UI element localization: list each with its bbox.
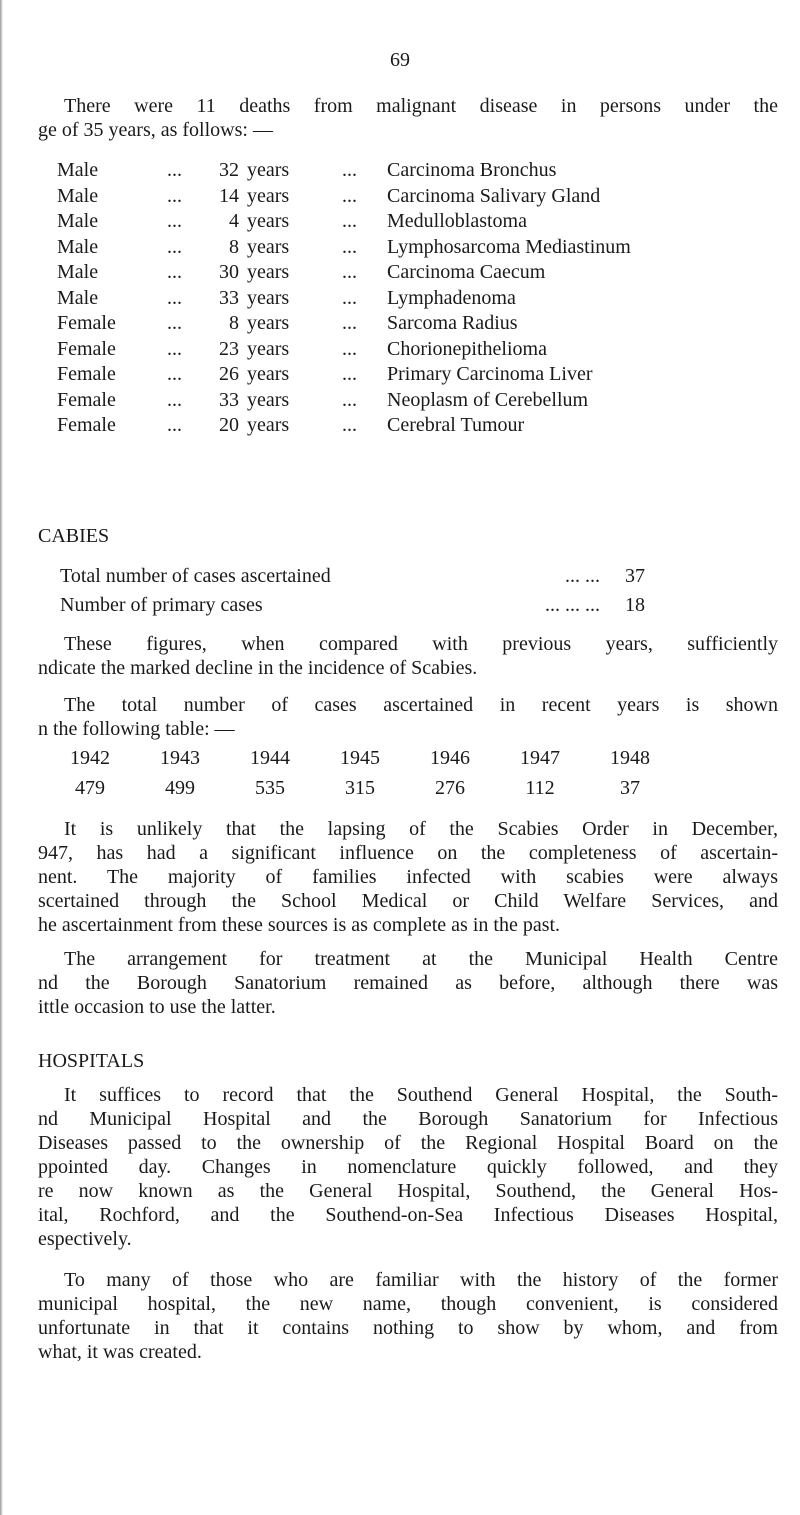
cases-cell: 479 xyxy=(75,777,105,799)
leader-dots: ... xyxy=(342,312,357,334)
leader-dots: ... xyxy=(167,414,182,436)
stat-value: 37 xyxy=(625,565,645,587)
death-age-unit: years xyxy=(247,159,290,181)
leader-dots: ... xyxy=(167,159,182,181)
text-line: It suffices to record that the Southend General Hospital, the South- xyxy=(64,1084,778,1106)
text-line: These figures, when compared with previous years, sufficiently xyxy=(64,633,778,655)
death-age-unit: years xyxy=(247,337,290,360)
leader-dots: ... xyxy=(342,337,357,360)
death-sex: Female xyxy=(57,363,116,385)
death-age-unit: years xyxy=(247,414,290,436)
text-line: ndicate the marked decline in the incidence of Scabies. xyxy=(38,657,478,679)
year-cell: 1948 xyxy=(610,747,650,769)
section-heading-scabies: CABIES xyxy=(38,525,110,547)
death-age-unit: years xyxy=(247,312,290,334)
text-line: re now known as the General Hospital, Southend, the General Hos- xyxy=(38,1180,778,1202)
year-cell: 1942 xyxy=(70,747,110,769)
death-age: 33 xyxy=(219,286,239,309)
death-sex: Male xyxy=(57,261,99,283)
leader-dots: ... xyxy=(167,261,182,283)
leader-dots: ... xyxy=(342,388,357,411)
text-line: ge of 35 years, as follows: — xyxy=(38,119,273,141)
scabies-paragraph-1 xyxy=(38,632,778,680)
leader-dots: ... xyxy=(342,363,357,385)
leader-dots: ... xyxy=(342,286,357,309)
leader-dots: ... xyxy=(167,235,182,258)
death-age-unit: years xyxy=(247,363,290,385)
death-row xyxy=(57,184,797,210)
death-cause: Lymphosarcoma Mediastinum xyxy=(387,235,631,258)
leader-dots: ... xyxy=(167,210,182,232)
text-line: ittle occasion to use the latter. xyxy=(38,996,276,1018)
death-age-unit: years xyxy=(247,261,290,283)
text-line: nd Municipal Hospital and the Borough Sanatorium for Infectious xyxy=(38,1108,778,1130)
intro-paragraph xyxy=(38,94,778,142)
text-line: unfortunate in that it contains nothing to show by whom, and from xyxy=(38,1317,778,1339)
leader-dots: ... xyxy=(342,414,357,436)
death-sex: Male xyxy=(57,210,99,232)
death-row xyxy=(57,209,797,235)
leader-dots: ... xyxy=(342,235,357,258)
text-line: n the following table: — xyxy=(38,718,235,740)
text-line: Diseases passed to the ownership of the Regional Hospital Board on the xyxy=(38,1132,778,1154)
death-cause: Chorionepithelioma xyxy=(387,337,547,360)
text-line: nent. The majority of families infected with scabies were always xyxy=(38,866,778,888)
death-age: 8 xyxy=(229,312,239,334)
death-age: 32 xyxy=(219,159,239,181)
death-sex: Female xyxy=(57,414,116,436)
text-line: To many of those who are familiar with the history of the former xyxy=(64,1269,778,1291)
leader-dots: ... xyxy=(167,363,182,385)
leader-dots: ... xyxy=(167,388,182,411)
leader-dots: ... xyxy=(342,210,357,232)
death-sex: Male xyxy=(57,286,99,309)
death-age: 20 xyxy=(219,414,239,436)
death-sex: Male xyxy=(57,159,99,181)
text-line: 947, has had a significant influence on the completeness of ascertain- xyxy=(38,842,778,864)
cases-cell: 535 xyxy=(255,777,285,799)
death-age: 8 xyxy=(229,235,239,258)
death-age-unit: years xyxy=(247,184,290,207)
cases-cell: 315 xyxy=(345,777,375,799)
death-sex: Male xyxy=(57,235,99,258)
deaths-table xyxy=(57,158,797,439)
text-line: espectively. xyxy=(38,1228,132,1250)
scabies-paragraph-2 xyxy=(38,693,778,741)
text-line: ppointed day. Changes in nomenclature quickly followed, and they xyxy=(38,1156,778,1178)
death-sex: Female xyxy=(57,337,116,360)
death-row xyxy=(57,413,797,439)
death-age: 14 xyxy=(219,184,239,207)
text-line: It is unlikely that the lapsing of the Scabies Order in December, xyxy=(64,818,778,840)
death-age-unit: years xyxy=(247,388,290,411)
leader-dots: ... xyxy=(342,159,357,181)
leader-dots: ... xyxy=(342,184,357,207)
death-age-unit: years xyxy=(247,286,290,309)
death-row xyxy=(57,388,797,414)
leader-dots: ... ... xyxy=(565,565,600,587)
leader-dots: ... ... ... xyxy=(545,594,600,616)
death-row xyxy=(57,286,797,312)
death-cause: Medulloblastoma xyxy=(387,210,527,232)
death-cause: Carcinoma Salivary Gland xyxy=(387,184,601,207)
stat-row-total-cases xyxy=(60,564,660,590)
stat-label: Total number of cases ascertained xyxy=(60,565,331,587)
section-heading-hospitals: HOSPITALS xyxy=(38,1050,145,1072)
year-cell: 1944 xyxy=(250,747,290,769)
cases-cell: 499 xyxy=(165,777,195,799)
death-age: 4 xyxy=(229,210,239,232)
text-line: municipal hospital, the new name, though convenient, is considered xyxy=(38,1293,778,1315)
text-line: he ascertainment from these sources is as complete as in the past. xyxy=(38,914,561,936)
death-row xyxy=(57,337,797,363)
text-line: what, it was created. xyxy=(38,1341,202,1363)
death-row xyxy=(57,311,797,337)
hospitals-paragraph-1 xyxy=(38,1083,778,1251)
cases-cell: 112 xyxy=(525,777,555,799)
leader-dots: ... xyxy=(167,337,182,360)
death-age-unit: years xyxy=(247,210,290,232)
cases-cell: 37 xyxy=(620,777,640,799)
text-line: scertained through the School Medical or Child Welfare Services, and xyxy=(38,890,778,912)
leader-dots: ... xyxy=(342,261,357,283)
text-line: The arrangement for treatment at the Municipal Health Centre xyxy=(64,948,778,970)
death-sex: Female xyxy=(57,312,116,334)
death-row xyxy=(57,235,797,261)
death-age: 33 xyxy=(219,388,239,411)
text-line: nd the Borough Sanatorium remained as before, although there was xyxy=(38,972,778,994)
death-cause: Cerebral Tumour xyxy=(387,414,525,436)
leader-dots: ... xyxy=(167,184,182,207)
death-age: 30 xyxy=(219,261,239,283)
stat-label: Number of primary cases xyxy=(60,594,263,616)
death-sex: Male xyxy=(57,184,99,207)
cases-cell: 276 xyxy=(435,777,465,799)
year-cell: 1943 xyxy=(160,747,200,769)
year-cell: 1946 xyxy=(430,747,470,769)
death-cause: Carcinoma Caecum xyxy=(387,261,546,283)
leader-dots: ... xyxy=(167,312,182,334)
stat-value: 18 xyxy=(625,594,645,616)
death-row xyxy=(57,158,797,184)
page-edge-shadow xyxy=(0,0,3,1515)
text-line: The total number of cases ascertained in recent years is shown xyxy=(64,694,778,716)
year-cell: 1945 xyxy=(340,747,380,769)
death-cause: Primary Carcinoma Liver xyxy=(387,363,593,385)
death-age: 23 xyxy=(219,337,239,360)
death-age: 26 xyxy=(219,363,239,385)
death-row xyxy=(57,260,797,286)
death-sex: Female xyxy=(57,388,116,411)
hospitals-paragraph-2 xyxy=(38,1268,778,1364)
death-row xyxy=(57,362,797,388)
scabies-paragraph-4 xyxy=(38,947,778,1019)
year-cell: 1947 xyxy=(520,747,560,769)
death-cause: Neoplasm of Cerebellum xyxy=(387,388,589,411)
death-cause: Sarcoma Radius xyxy=(387,312,518,334)
death-age-unit: years xyxy=(247,235,290,258)
stat-row-primary-cases xyxy=(60,593,660,619)
death-cause: Carcinoma Bronchus xyxy=(387,159,557,181)
leader-dots: ... xyxy=(167,286,182,309)
scabies-paragraph-3 xyxy=(38,817,778,937)
text-line: There were 11 deaths from malignant disease in persons under the xyxy=(64,95,778,117)
text-line: ital, Rochford, and the Southend-on-Sea Infectious Diseases Hospital, xyxy=(38,1204,778,1226)
page-number: 69 xyxy=(390,49,410,71)
death-cause: Lymphadenoma xyxy=(387,286,516,309)
